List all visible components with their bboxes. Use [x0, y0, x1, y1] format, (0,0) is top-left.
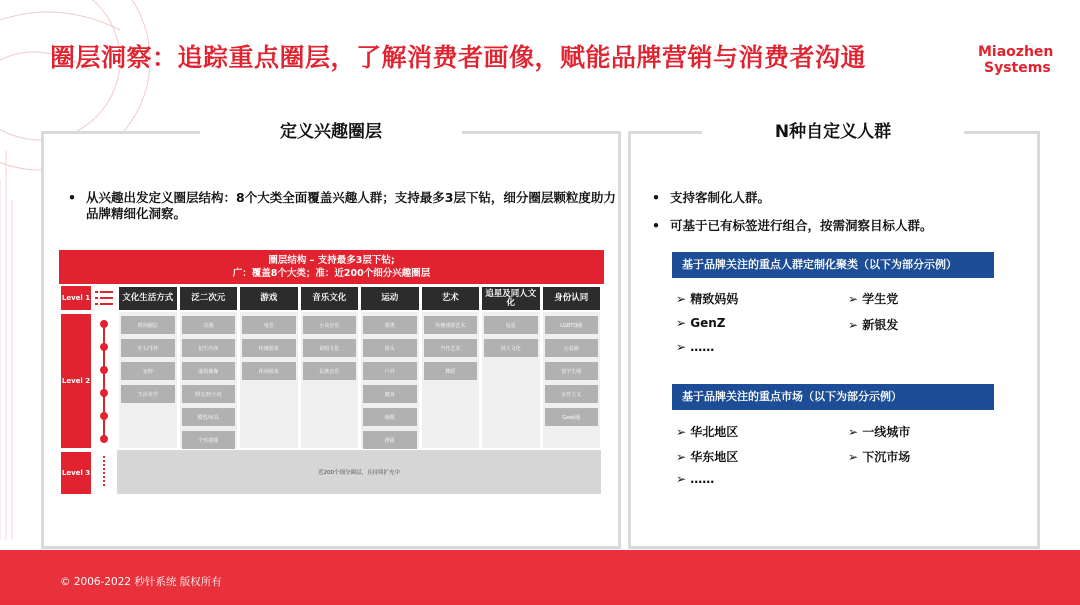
subcategory-cell: 健身 — [363, 385, 417, 403]
subcategory-cell: 留学生圈 — [545, 362, 599, 380]
subcategory-cell: 户外 — [363, 362, 417, 380]
subcategory-cell: 网文/轻小说 — [182, 385, 236, 403]
subcategory-cell: 街头 — [363, 339, 417, 357]
market-item: ➢ 下沉市场 — [848, 450, 911, 464]
market-item: ➢ 一线城市 — [848, 425, 911, 439]
circle-structure-diagram — [59, 250, 604, 496]
subcategory-cell: 休闲游戏 — [242, 362, 296, 380]
copyright: © 2006-2022 秒针系统 版权所有 — [60, 576, 222, 588]
connector-dot — [100, 320, 108, 328]
subcategory-cell: 民族音乐 — [303, 362, 357, 380]
subcategory-cell: LGBTQ圈 — [545, 316, 599, 334]
right-bullet-2-text: 可基于已有标签进行组合，按需洞察目标人群。 — [670, 218, 933, 233]
audience-item: ➢ …… — [676, 340, 715, 354]
subcategory-cell: 动漫 — [182, 316, 236, 334]
level-1-label: Level 1 — [61, 286, 91, 310]
subcategory-cell: 传统戏剧艺术 — [424, 316, 478, 334]
market-item-label: 华北地区 — [690, 425, 739, 439]
diagram-header — [59, 250, 604, 284]
audience-item-label: 精致妈妈 — [690, 292, 739, 306]
left-bullet-text: 从兴趣出发定义圈层结构：8个大类全面覆盖兴趣人群；支持最多3层下钻，细分圈层颗粒度助力品牌精细化洞察。 — [86, 190, 616, 221]
diagram-header-line-2: 广：覆盖8个大类；准：近200个细分兴趣圈层 — [232, 268, 431, 279]
subcategory-cell: 时尚圈层 — [121, 316, 175, 334]
subcategory-cell: 当代艺术 — [424, 339, 478, 357]
subcategory-cell: 同人文化 — [484, 339, 538, 357]
subcategory-cell: 生活美学 — [121, 385, 175, 403]
subcategory-cell: 小众音乐 — [303, 316, 357, 334]
subcategory-cell: 公益圈 — [545, 339, 599, 357]
logo-line-1: Miaozhen — [978, 44, 1054, 60]
market-item-label: …… — [690, 472, 715, 486]
market-item-label: 下沉市场 — [862, 450, 911, 464]
audience-item-label: 新银发 — [862, 318, 899, 332]
category-header: 运动 — [361, 287, 419, 310]
category-header: 身份认同 — [543, 287, 601, 310]
subcategory-cell: 模型/玩具 — [182, 408, 236, 426]
audience-item: ➢ GenZ — [676, 316, 726, 330]
audience-item: ➢ 精致妈妈 — [676, 292, 739, 306]
subcategory-cell: 追星 — [484, 316, 538, 334]
subcategory-cell: 说唱文化 — [303, 339, 357, 357]
subcategory-cell: 虚拟偶像 — [182, 362, 236, 380]
connector-dot — [100, 343, 108, 351]
audience-cluster-bar: 基于品牌关注的重点人群定制化聚类（以下为部分示例） — [672, 252, 994, 278]
subcategory-cell: 滑板 — [363, 431, 417, 449]
level-2-label: Level 2 — [61, 314, 91, 448]
connector-dot — [100, 366, 108, 374]
level-2-connector — [103, 322, 105, 440]
bullet-dot: • — [68, 190, 76, 205]
market-item: ➢ …… — [676, 472, 715, 486]
category-header: 文化生活方式 — [119, 287, 177, 310]
subcategory-cell: 传统游戏 — [242, 339, 296, 357]
audience-item-label: GenZ — [690, 316, 726, 330]
subcategory-cell: 手工/手作 — [121, 339, 175, 357]
subcategory-cell: 衍生内容 — [182, 339, 236, 357]
right-bullet-1 — [652, 190, 1030, 206]
category-header: 音乐文化 — [301, 287, 359, 310]
market-bar: 基于品牌关注的重点市场（以下为部分示例） — [672, 384, 994, 410]
subcategory-cell: 电竞 — [242, 316, 296, 334]
logo-line-2: Systems — [984, 60, 1051, 76]
subcategory-cell: 个性接喵 — [182, 431, 236, 449]
level-3-label: Level 3 — [61, 452, 91, 494]
page-title: 圈层洞察：追踪重点圈层，了解消费者画像，赋能品牌营销与消费者沟通 — [50, 43, 867, 72]
level-3-box: 近200个细分圈层，且持续扩充中 — [117, 450, 601, 494]
audience-item: ➢ 学生党 — [848, 292, 899, 306]
bullet-dot: • — [652, 190, 660, 205]
connector-dot — [100, 412, 108, 420]
category-header: 艺术 — [422, 287, 480, 310]
logo — [978, 44, 1053, 76]
diagram-header-line-1: 圈层结构 – 支持最多3层下钻; — [268, 255, 395, 266]
category-header: 追星及同人文化 — [482, 287, 540, 310]
market-item-label: 一线城市 — [862, 425, 911, 439]
market-item-label: 华东地区 — [690, 450, 739, 464]
right-bullet-2 — [652, 218, 1030, 234]
subcategory-cell: 女性主义 — [545, 385, 599, 403]
subcategory-cell: 极限 — [363, 408, 417, 426]
category-header: 游戏 — [240, 287, 298, 310]
left-panel-title: 定义兴趣圈层 — [200, 118, 462, 146]
audience-item-label: …… — [690, 340, 715, 354]
connector-dot — [100, 435, 108, 443]
menu-icon — [95, 291, 113, 305]
subcategory-cell: 球类 — [363, 316, 417, 334]
level-3-connector — [103, 456, 105, 486]
market-item: ➢ 华东地区 — [676, 450, 739, 464]
audience-item: ➢ 新银发 — [848, 318, 899, 332]
bullet-dot: • — [652, 218, 660, 233]
connector-dot — [100, 389, 108, 397]
right-panel-title: N种自定义人群 — [702, 118, 964, 146]
market-item: ➢ 华北地区 — [676, 425, 739, 439]
category-header: 泛二次元 — [180, 287, 238, 310]
subcategory-cell: 舞蹈 — [424, 362, 478, 380]
audience-item-label: 学生党 — [862, 292, 899, 306]
subcategory-cell: Geek圈 — [545, 408, 599, 426]
left-bullet — [68, 190, 616, 222]
subcategory-cell: 宠物 — [121, 362, 175, 380]
right-bullet-1-text: 支持客制化人群。 — [670, 190, 771, 205]
